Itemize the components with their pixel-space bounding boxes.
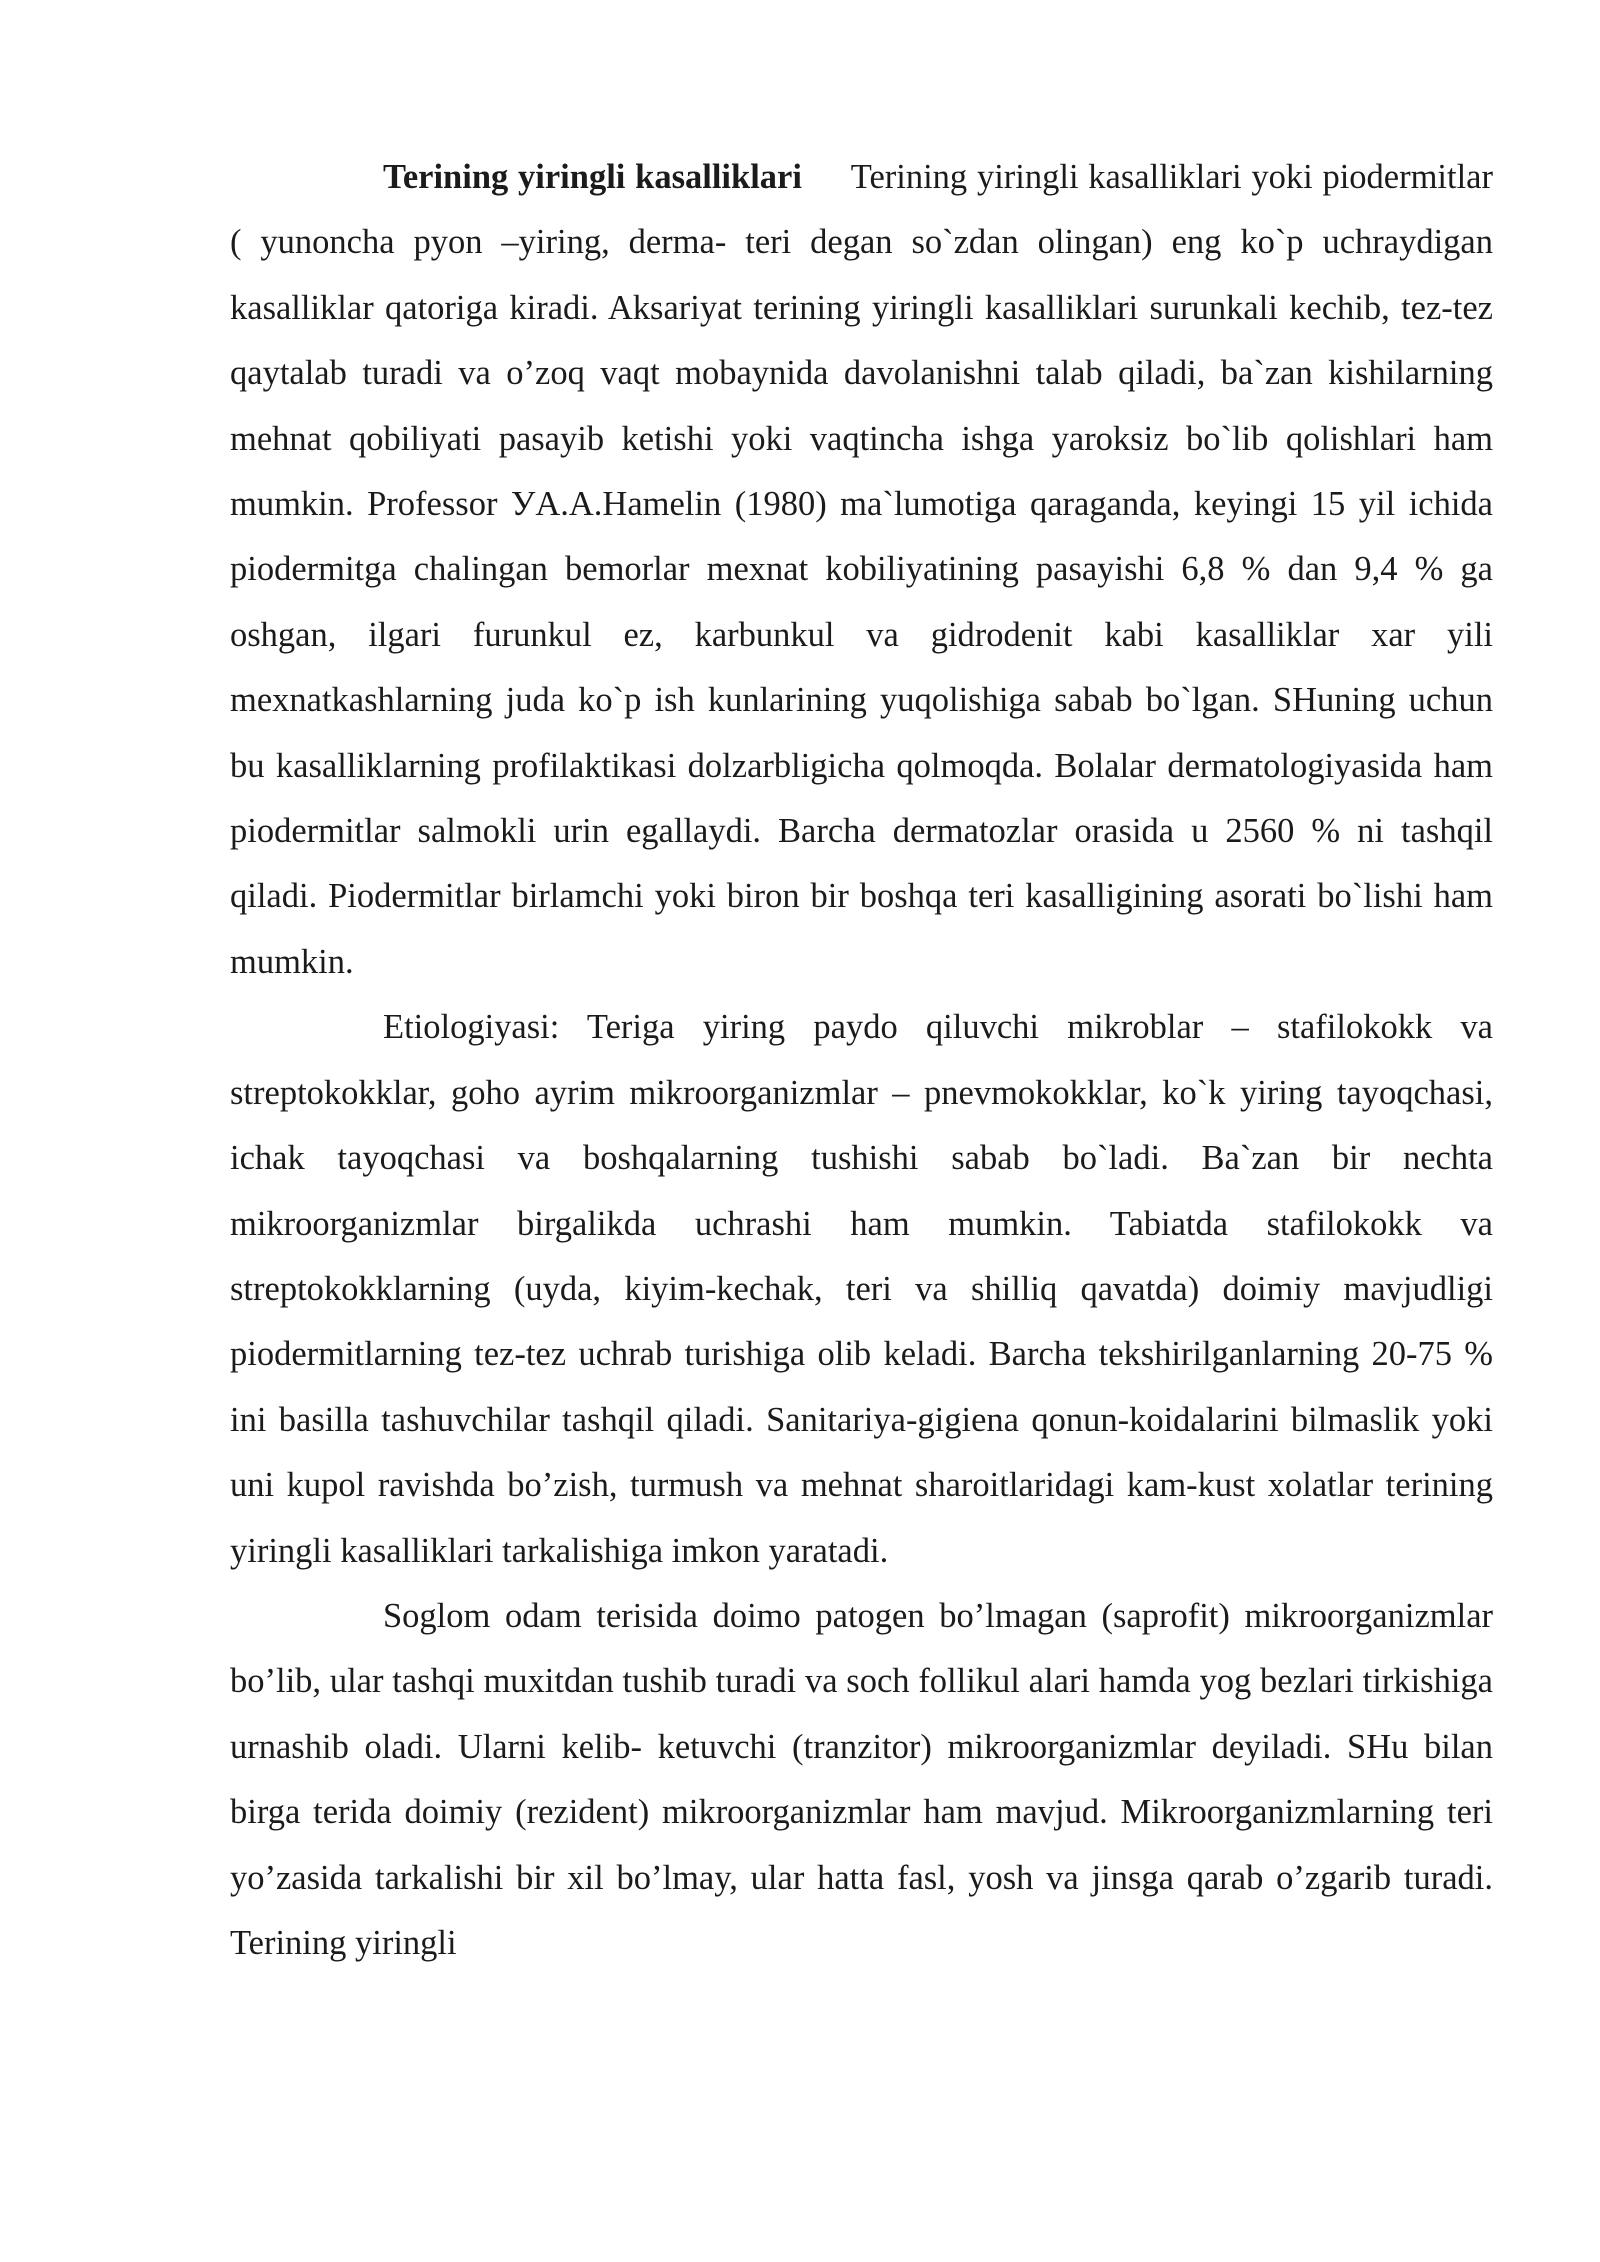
- paragraph-intro-text: Terining yiringli kasalliklari yoki piodermitlar ( yunoncha pyon –yiring, derma- teri degan so`zdan olingan) eng ko`p uchraydigan kasalliklar qatoriga kiradi. Aksariyat terining yiringli kasalliklari surunkali kechib, tez-tez qaytalab turadi va o’zoq vaqt mobaynida davolanishni talab qiladi, ba`zan kishilarning mehnat qobiliyati pasayib ketishi yoki vaqtincha ishga yaroksiz bo`lib qolishlari ham mumkin. Professor УA.A.Hamelin (1980) ma`lumotiga qaraganda, keyingi 15 yil ichida piodermitga chalingan bemorlar mexnat kobiliyatining pasayishi 6,8 % dan 9,4 % ga oshgan, ilgari furunkul ez, karbunkul va gidrodenit kabi kasalliklar xar yili mexnatkashlarning juda ko`p ish kunlarining yuqolishiga sabab bo`lgan. SHuning uchun bu kasalliklarning profilaktikasi dolzarbligicha qolmoqda. Bolalar dermatologiyasida ham piodermitlar salmokli urin egallaydi. Barcha dermatozlar orasida u 2560 % ni tashqil qiladi. Piodermitlar birlamchi yoki biron bir boshqa teri kasalligining asorati bo`lishi ham mumkin.: [230, 158, 1493, 981]
- paragraph-microflora: Soglom odam terisida doimo patogen bo’lmagan (saprofit) mikroorganizmlar bo’lib, ular tashqi muxitdan tushib turadi va soch follikul alari hamda yog bezlari tirkishiga urnashib oladi. Ularni kelib- ketuvchi (tranzitor) mikroorganizmlar deyiladi. SHu bilan birga terida doimiy (rezident) mikroorganizmlar ham mavjud. Mikroorganizmlarning teri yo’zasida tarkalishi bir xil bo’lmay, ular hatta fasl, yosh va jinsga qarab o’zgarib turadi. Terining yiringli: [230, 1596, 1493, 1962]
- paragraph-etiology: Etiologiyasi: Teriga yiring paydo qiluvchi mikroblar – stafilokokk va streptokokklar, goho ayrim mikroorganizmlar – pnevmokokklar, ko`k yiring tayoqchasi, ichak tayoqchasi va boshqalarning tushishi sabab bo`ladi. Ba`zan bir nechta mikroorganizmlar birgalikda uchrashi ham mumkin. Tabiatda stafilokokk va streptokokklarning (uyda, kiyim-kechak, teri va shilliq qavatda) doimiy mavjudligi piodermitlarning tez-tez uchrab turishiga olib keladi. Barcha tekshirilganlarning 20-75 % ini basilla tashuvchilar tashqil qiladi. Sanitariya-gigiena qonun-koidalarini bilmaslik yoki uni kupol ravishda bo’zish, turmush va mehnat sharoitlaridagi kam-kust xolatlar terining yiringli kasalliklari tarkalishiga imkon yaratadi.: [230, 1008, 1493, 1570]
- document-page: [230, 145, 1493, 1976]
- section-heading: Terining yiringli kasalliklari: [383, 158, 802, 196]
- paragraph-intro: [230, 145, 1493, 995]
